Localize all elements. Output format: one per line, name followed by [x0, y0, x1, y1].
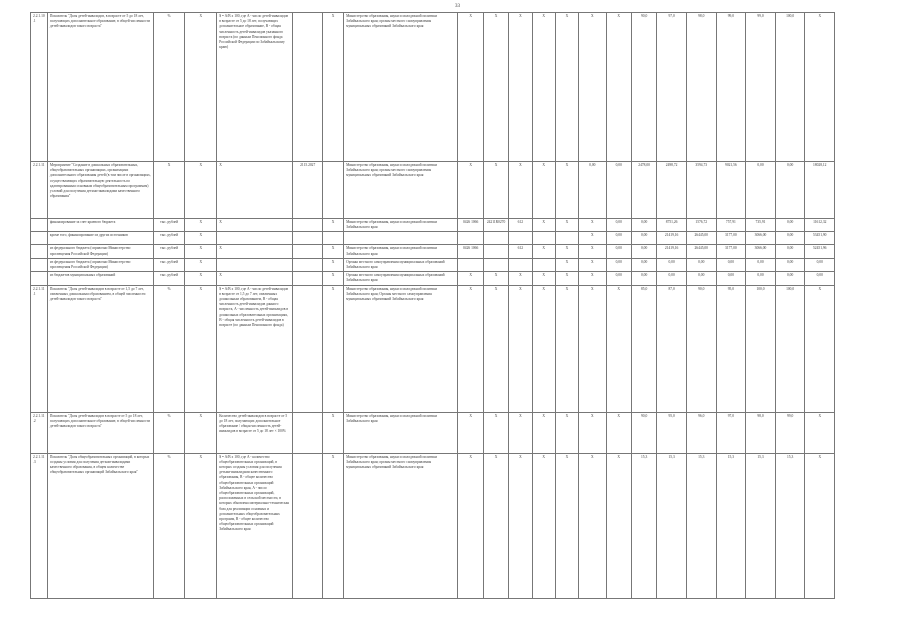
cell-resp: Министерство образования, науки и молодежной политики Забайкальского края — [344, 219, 458, 232]
cell-unit: % — [153, 285, 185, 412]
cell-value: 2498,72 — [657, 162, 687, 219]
cell-value: X — [458, 13, 483, 162]
cell-name: Показатель "Доля детей-инвалидов в возрасте от 1,5 до 7 лет, охваченных дошкольным образованием, в общей численности детей-инвалидов такого возраста" — [47, 285, 153, 412]
cell-method: X — [217, 245, 293, 258]
cell-num — [31, 258, 48, 271]
cell-a: X — [185, 245, 217, 258]
cell-value: 100,0 — [746, 285, 776, 412]
cell-resp — [344, 232, 458, 245]
cell-unit: % — [153, 453, 185, 598]
cell-value: X — [579, 258, 607, 271]
cell-value: 735,91 — [746, 219, 776, 232]
cell-resp: Министерство образования, науки и молодежной политики Забайкальского края; органы местного самоуправления муниципальных образований Забайкальского края — [344, 13, 458, 162]
cell-value: X — [509, 285, 532, 412]
cell-value: 15,3 — [631, 453, 656, 598]
cell-value: 0426 1066 — [458, 219, 483, 232]
cell-value: 9021,56 — [716, 162, 746, 219]
cell-code: 2115.2027 — [293, 162, 323, 219]
cell-value: X — [579, 285, 607, 412]
cell-value: 0,00 — [746, 258, 776, 271]
cell-value: 8751,26 — [657, 219, 687, 232]
cell-resp: Министерство образования, науки и молодежной политики Забайкальского края — [344, 245, 458, 258]
cell-value: 53451,90 — [805, 232, 835, 245]
cell-value: X — [606, 453, 631, 598]
cell-value: 2478,00 — [631, 162, 656, 219]
cell-value: 0,00 — [775, 232, 805, 245]
cell-value: X — [579, 453, 607, 598]
cell-value: 90,0 — [631, 13, 656, 162]
cell-value: 0,00 — [631, 219, 656, 232]
cell-value: 757,91 — [716, 219, 746, 232]
cell-num: 2.2.1.10.1 — [31, 13, 48, 162]
cell-a: X — [185, 272, 217, 285]
cell-value: 0,00 — [716, 258, 746, 271]
cell-num — [31, 272, 48, 285]
cell-value: 0,00 — [775, 162, 805, 219]
cell-value: 97,0 — [657, 13, 687, 162]
cell-unit: тыс. рублей — [153, 219, 185, 232]
cell-value: 90,0 — [631, 412, 656, 453]
cell-method: Количество детей-инвалидов в возрасте от 5 до 18 лет, получающих дополнительное образование / общая численность детей-инвалидов в возрасте от 5 до 18 лет × 100% — [217, 412, 293, 453]
cell-value: X — [555, 219, 578, 232]
table-row — [31, 453, 886, 598]
table-row — [31, 13, 886, 162]
table-row — [31, 219, 886, 232]
cell-value: 96,0 — [686, 412, 716, 453]
cell-value: X — [532, 412, 555, 453]
cell-method: X — [217, 219, 293, 232]
cell-value: X — [509, 162, 532, 219]
cell-value: 90,0 — [686, 285, 716, 412]
cell-value: 3594,73 — [686, 162, 716, 219]
cell-value: X — [532, 285, 555, 412]
table-row — [31, 232, 886, 245]
cell-unit: % — [153, 13, 185, 162]
cell-code — [293, 453, 323, 598]
cell-value: X — [555, 245, 578, 258]
cell-value: X — [579, 412, 607, 453]
cell-unit: тыс. рублей — [153, 232, 185, 245]
cell-num — [31, 232, 48, 245]
cell-value: X — [509, 13, 532, 162]
cell-value: 15,3 — [775, 453, 805, 598]
cell-value: 15,3 — [657, 453, 687, 598]
program-table-sheet — [30, 12, 886, 610]
table-row — [31, 258, 886, 271]
cell-resp: Органы местного самоуправления муниципальных образований Забайкальского края — [344, 258, 458, 271]
cell-value: X — [579, 245, 607, 258]
cell-value: 0,00 — [775, 272, 805, 285]
cell-value — [555, 232, 578, 245]
cell-code — [293, 272, 323, 285]
cell-b: X — [323, 285, 344, 412]
cell-value: X — [805, 285, 835, 412]
cell-method: X — [217, 272, 293, 285]
cell-value: X — [579, 13, 607, 162]
page-number: 33 — [455, 4, 460, 9]
cell-method — [217, 258, 293, 271]
cell-value: 0,00 — [746, 272, 776, 285]
cell-resp: Министерство образования, науки и молодежной политики Забайкальского края; органы местного самоуправления муниципальных образований Забайкальского края — [344, 162, 458, 219]
cell-value: 0,00 — [606, 245, 631, 258]
cell-num: 2.2.1.11.2 — [31, 412, 48, 453]
cell-code — [293, 258, 323, 271]
cell-value: 0,00 — [775, 219, 805, 232]
cell-value — [509, 258, 532, 271]
cell-value: 52451,96 — [805, 245, 835, 258]
cell-name: кроме того, финансирование из других источников — [47, 232, 153, 245]
cell-num: 2.2.1.11 — [31, 162, 48, 219]
cell-value: X — [532, 272, 555, 285]
cell-name: Мероприятие "Создание в дошкольных образовательных, общеобразовательных организациях, организациях дополнительного образования детей (в том числе в организациях, осуществляющих образовательную деятельность по адаптированным основным общеобразовательным программам) условий для получения детьми-инвалидами качественного образования" — [47, 162, 153, 219]
cell-value: X — [555, 285, 578, 412]
cell-value: X — [509, 272, 532, 285]
cell-a: X — [185, 258, 217, 271]
cell-a: X — [185, 453, 217, 598]
cell-value: 0426 1066 — [458, 245, 483, 258]
cell-value: X — [555, 162, 578, 219]
cell-code — [293, 285, 323, 412]
cell-value: X — [579, 272, 607, 285]
cell-b: X — [323, 453, 344, 598]
cell-unit: тыс. рублей — [153, 272, 185, 285]
cell-value: X — [483, 285, 508, 412]
cell-value: 0,00 — [775, 258, 805, 271]
cell-value: X — [483, 412, 508, 453]
cell-code — [293, 232, 323, 245]
table-row — [31, 162, 886, 219]
cell-value — [532, 258, 555, 271]
cell-value — [458, 232, 483, 245]
table-row — [31, 272, 886, 285]
cell-value: 21419,16 — [657, 232, 687, 245]
cell-value: 0,00 — [631, 272, 656, 285]
cell-value: 100,0 — [775, 13, 805, 162]
cell-name: финансирование за счет краевого бюджета — [47, 219, 153, 232]
cell-value: 612 — [509, 245, 532, 258]
cell-value: X — [555, 272, 578, 285]
cell-value: 11612,32 — [805, 219, 835, 232]
cell-name: Показатель "Доля детей-инвалидов в возрасте от 5 до 18 лет, получающих дополнительное образование, в общей численности детей-инвалидов такого возраста" — [47, 412, 153, 453]
cell-name: Показатель "Доля общеобразовательных организаций, в которых созданы условия для получения детьми-инвалидами качественного образования, в общем количестве общеобразовательных организаций Забайкальского края" — [47, 453, 153, 598]
cell-value: 0,00 — [805, 272, 835, 285]
cell-method: $ = A/B x 100, где A - число детей-инвалидов в возрасте от 5 до 18 лет, получающих дополнительное образование, B - общая численность детей-инвалидов указанного возраста (по данным Пенсионного фонда Российской Федерации по Забайкальскому краю) — [217, 13, 293, 162]
cell-value: 99,0 — [775, 412, 805, 453]
cell-unit: X — [153, 162, 185, 219]
cell-a: X — [185, 285, 217, 412]
cell-num: 2.2.1.11.1 — [31, 285, 48, 412]
cell-value: 0,00 — [579, 162, 607, 219]
cell-num: 2.2.1.11.3 — [31, 453, 48, 598]
cell-value: X — [458, 285, 483, 412]
cell-b: X — [323, 412, 344, 453]
cell-unit: тыс. рублей — [153, 245, 185, 258]
cell-value: X — [458, 272, 483, 285]
cell-value: 0,00 — [606, 232, 631, 245]
cell-value — [509, 232, 532, 245]
cell-value: X — [555, 258, 578, 271]
cell-value — [458, 258, 483, 271]
cell-value: X — [483, 13, 508, 162]
cell-value — [483, 232, 508, 245]
cell-value: X — [532, 13, 555, 162]
cell-method: $ = A/B x 100, где A - число детей-инвалидов в возрасте от 1,5 до 7 лет, охваченных дошкольным образованием, B - общая численность детей-инвалидов данного возраста, A - численность детей-инвалидов в дошкольных образовательных организациях, B - общая численность детей-инвалидов в возрасте (по данным Пенсионного фонда) — [217, 285, 293, 412]
cell-b: X — [323, 272, 344, 285]
cell-resp: Министерство образования, науки и молодежной политики Забайкальского края; органы местного самоуправления муниципальных образований Забайкальского края — [344, 453, 458, 598]
cell-value: X — [532, 219, 555, 232]
cell-b: X — [323, 245, 344, 258]
cell-value: X — [606, 13, 631, 162]
cell-resp: Министерство образования, науки и молодежной политики Забайкальского края; Органы местного самоуправления муниципальных образований Забайкальского края — [344, 285, 458, 412]
cell-num — [31, 245, 48, 258]
cell-b — [323, 232, 344, 245]
cell-value — [483, 258, 508, 271]
cell-value: X — [606, 412, 631, 453]
cell-value: 0,00 — [631, 245, 656, 258]
cell-method: $ = A/B x 100, где A - количество общеобразовательных организаций, в которых созданы условия для получения детьми-инвалидами качественного образования, B - общее количество общеобразовательных организаций Забайкальского края, A - число общеобразовательных организаций, расположенных в сельской местности, в которых обновлена материально-техническая база для реализации основных и дополнительных общеобразовательных программ, B - общее количество общеобразовательных организаций Забайкальского края — [217, 453, 293, 598]
cell-value: X — [458, 162, 483, 219]
cell-value: 87,0 — [657, 285, 687, 412]
cell-unit: % — [153, 412, 185, 453]
cell-value — [483, 245, 508, 258]
cell-value: 612 — [509, 219, 532, 232]
cell-value: 0,00 — [775, 245, 805, 258]
cell-value: 0,00 — [686, 272, 716, 285]
cell-name: из бюджетов муниципальных образований — [47, 272, 153, 285]
cell-name: Показатель "Доля детей-инвалидов, в возрасте от 5 до 18 лет, получающих дополнительное образование, в общей численности детей-инвалидов такого возраста" — [47, 13, 153, 162]
cell-value: 15,3 — [716, 453, 746, 598]
cell-value: X — [458, 412, 483, 453]
cell-code — [293, 245, 323, 258]
cell-value: 0,00 — [657, 258, 687, 271]
cell-value: 0,00 — [606, 219, 631, 232]
cell-value: X — [555, 13, 578, 162]
cell-value: 0,00 — [746, 162, 776, 219]
cell-value: 1576,72 — [686, 219, 716, 232]
cell-value: X — [483, 453, 508, 598]
cell-value: 85,0 — [631, 285, 656, 412]
cell-value: X — [579, 232, 607, 245]
cell-value: 97,0 — [716, 412, 746, 453]
table-row — [31, 412, 886, 453]
cell-value: 0,00 — [606, 258, 631, 271]
cell-value: X — [509, 412, 532, 453]
cell-value: X — [483, 272, 508, 285]
cell-value: 26445,00 — [686, 232, 716, 245]
cell-value: 0,00 — [606, 272, 631, 285]
cell-value: 0,00 — [606, 162, 631, 219]
cell-value: 3066,00 — [746, 245, 776, 258]
cell-value: 15,3 — [686, 453, 716, 598]
cell-value: 99,0 — [716, 13, 746, 162]
cell-method — [217, 232, 293, 245]
cell-a: X — [185, 219, 217, 232]
cell-value: 18028,12 — [805, 162, 835, 219]
cell-value: 3177,00 — [716, 245, 746, 258]
cell-resp: Министерство образования, науки и молодежной политики Забайкальского края — [344, 412, 458, 453]
program-table — [30, 12, 886, 599]
cell-a: X — [185, 162, 217, 219]
cell-code — [293, 219, 323, 232]
cell-value: 0,00 — [686, 258, 716, 271]
cell-resp: Органы местного самоуправления муниципальных образований Забайкальского края — [344, 272, 458, 285]
cell-a: X — [185, 232, 217, 245]
cell-value: 95,0 — [716, 285, 746, 412]
cell-name: из федерального бюджета (справочно Министерство просвещения Российской Федерации) — [47, 245, 153, 258]
cell-value — [532, 232, 555, 245]
cell-value: 95,0 — [657, 412, 687, 453]
cell-value: 99,0 — [746, 13, 776, 162]
cell-value: 0,00 — [657, 272, 687, 285]
cell-name: из федерального бюджета (справочно Министерство просвещения Российской Федерации) — [47, 258, 153, 271]
cell-value: 0,00 — [631, 232, 656, 245]
cell-method: X — [217, 162, 293, 219]
cell-a: X — [185, 13, 217, 162]
cell-value: X — [805, 453, 835, 598]
cell-a: X — [185, 412, 217, 453]
cell-value: 21419,16 — [657, 245, 687, 258]
cell-value: 98,0 — [746, 412, 776, 453]
cell-value: 0,00 — [631, 258, 656, 271]
cell-b: X — [323, 13, 344, 162]
cell-value: X — [458, 453, 483, 598]
cell-value: X — [532, 245, 555, 258]
table-row — [31, 245, 886, 258]
cell-value: X — [805, 13, 835, 162]
cell-value: X — [579, 219, 607, 232]
cell-value: X — [532, 162, 555, 219]
cell-num — [31, 219, 48, 232]
cell-value: X — [805, 412, 835, 453]
cell-value: 3066,00 — [746, 232, 776, 245]
cell-value: X — [483, 162, 508, 219]
cell-value: 0,00 — [805, 258, 835, 271]
cell-value: 26445,00 — [686, 245, 716, 258]
cell-value: 3177,00 — [716, 232, 746, 245]
cell-value: X — [555, 412, 578, 453]
table-row — [31, 285, 886, 412]
cell-b: X — [323, 219, 344, 232]
cell-value: X — [509, 453, 532, 598]
cell-value: 98,0 — [686, 13, 716, 162]
cell-value: 0,00 — [716, 272, 746, 285]
cell-value: X — [532, 453, 555, 598]
cell-unit: тыс. рублей — [153, 258, 185, 271]
cell-value: 100,0 — [775, 285, 805, 412]
cell-value: X — [606, 285, 631, 412]
cell-value: 24211R0270 — [483, 219, 508, 232]
cell-value: 15,3 — [746, 453, 776, 598]
cell-code — [293, 412, 323, 453]
cell-value: X — [555, 453, 578, 598]
cell-b — [323, 162, 344, 219]
cell-b: X — [323, 258, 344, 271]
cell-code — [293, 13, 323, 162]
